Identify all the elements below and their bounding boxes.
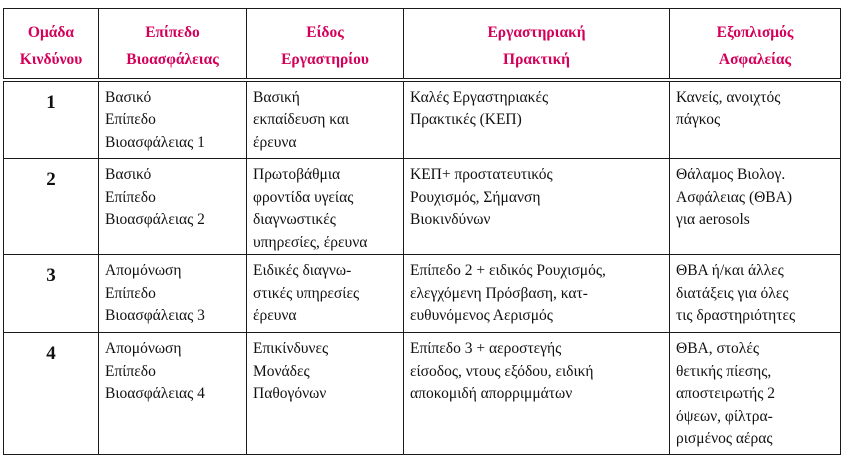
table-row (4, 80, 841, 159)
lab-type-cell: Πρωτοβάθμια φροντίδα υγείας διαγνωστικές υπηρεσίες, έρευνα (247, 159, 404, 255)
lab-practice-cell: Επίπεδο 3 + αεροστεγής είσοδος, ντους εξόδου, ειδική αποκομιδή απορριμμάτων (404, 333, 670, 455)
header-risk-group: Ομάδα Κινδύνου (4, 9, 99, 80)
risk-group-cell: 1 (4, 80, 99, 159)
safety-equipment-cell: Θάλαμος Βιολογ. Ασφάλειας (ΘΒΑ) για aerosols (670, 159, 841, 255)
lab-type-cell: Ειδικές διαγνω- στικές υπηρεσίες έρευνα (247, 255, 404, 333)
biosafety-level-cell: Απομόνωση Επίπεδο Βιοασφάλειας 4 (99, 333, 247, 455)
biosafety-level-cell: Απομόνωση Επίπεδο Βιοασφάλειας 3 (99, 255, 247, 333)
header-row (4, 9, 841, 80)
safety-equipment-cell: ΘΒΑ ή/και άλλες διατάξεις για όλες τις δραστηριότητες (670, 255, 841, 333)
risk-group-cell: 2 (4, 159, 99, 255)
header-safety-equipment: Εξοπλισμός Ασφαλείας (670, 9, 841, 80)
biosafety-level-cell: Βασικό Επίπεδο Βιοασφάλειας 1 (99, 80, 247, 159)
lab-type-cell: Επικίνδυνες Μονάδες Παθογόνων (247, 333, 404, 455)
lab-practice-cell: Καλές Εργαστηριακές Πρακτικές (ΚΕΠ) (404, 80, 670, 159)
biosafety-level-cell: Βασικό Επίπεδο Βιοασφάλειας 2 (99, 159, 247, 255)
header-lab-type: Είδος Εργαστηρίου (247, 9, 404, 80)
header-biosafety-level: Επίπεδο Βιοασφάλειας (99, 9, 247, 80)
table-row (4, 159, 841, 255)
lab-type-cell: Βασική εκπαίδευση και έρευνα (247, 80, 404, 159)
risk-group-cell: 4 (4, 333, 99, 455)
biosafety-levels-table (3, 8, 841, 455)
lab-practice-cell: ΚΕΠ+ προστατευτικός Ρουχισμός, Σήμανση Βιοκινδύνων (404, 159, 670, 255)
table-row (4, 255, 841, 333)
risk-group-cell: 3 (4, 255, 99, 333)
table-row (4, 333, 841, 455)
safety-equipment-cell: Κανείς, ανοιχτός πάγκος (670, 80, 841, 159)
lab-practice-cell: Επίπεδο 2 + ειδικός Ρουχισμός, ελεγχόμενη Πρόσβαση, κατ- ευθυνόμενος Αερισμός (404, 255, 670, 333)
header-lab-practice: Εργαστηριακή Πρακτική (404, 9, 670, 80)
safety-equipment-cell: ΘΒΑ, στολές θετικής πίεσης, αποστειρωτής 2 όψεων, φίλτρα- ρισμένος αέρας (670, 333, 841, 455)
